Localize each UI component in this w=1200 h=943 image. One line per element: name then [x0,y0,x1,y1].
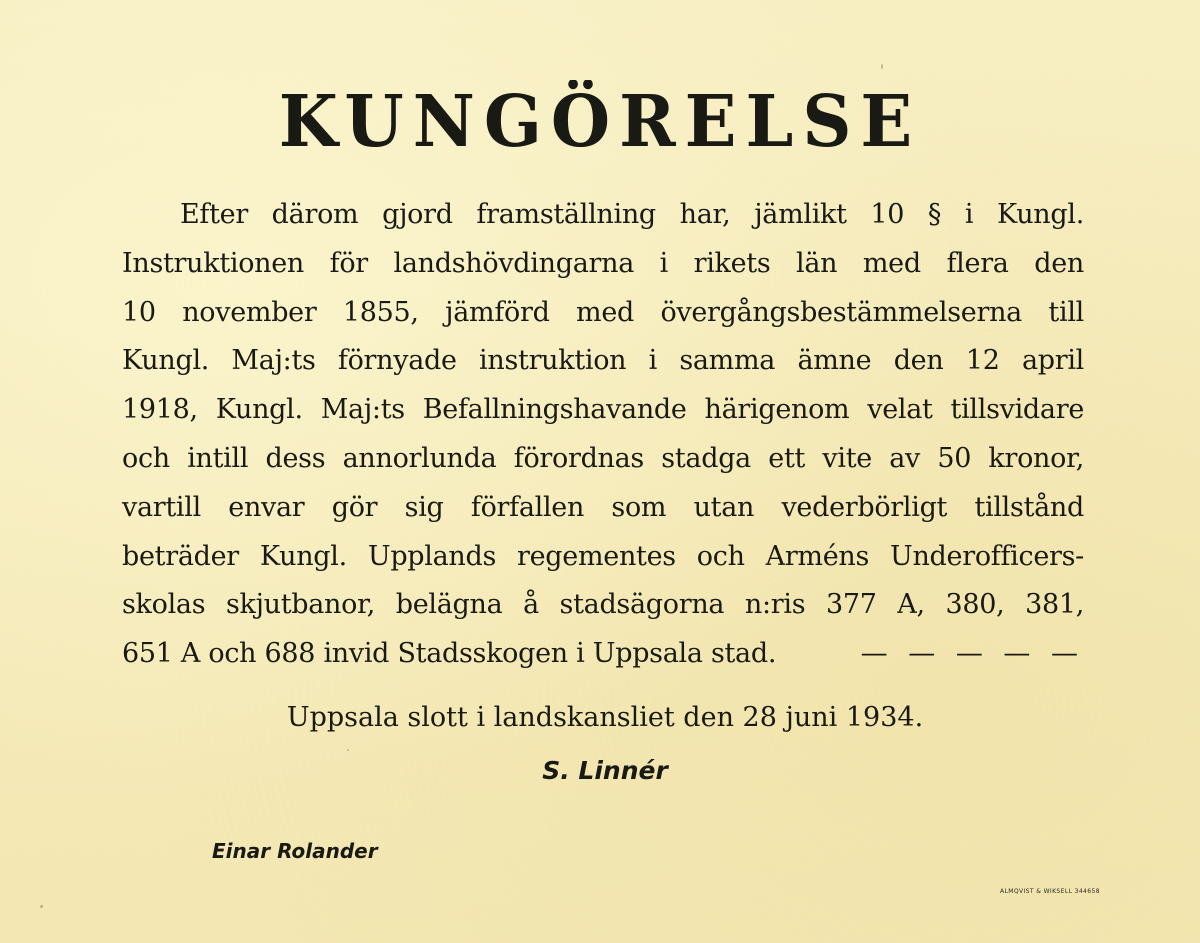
paper-speck [40,905,43,908]
paper-speck [881,64,883,69]
paper-speck [347,749,349,751]
body-line-7: vartill envar gör sig förfallen som utan vederbörligt tillstånd [122,491,1084,523]
body-line-1: Efter därom gjord framställning har, jämlikt 10 § i Kungl. [180,199,1084,230]
countersignature: Einar Rolander [212,839,378,863]
body-line-4: Kungl. Maj:ts förnyade instruktion i samma ämne den 12 april [122,345,1084,377]
notice-body [122,191,1084,679]
body-line-8: beträder Kungl. Upplands regementes och Arméns Underofficers- [122,540,1084,572]
signature: S. Linnér [542,756,668,785]
notice-title: KUNGÖRELSE [278,80,922,164]
printer-mark: ALMQVIST & WIKSELL 344658 [1000,888,1100,895]
body-line-6: och intill dess annorlunda förordnas stadga ett vite av 50 kronor, [122,442,1084,474]
body-line-10: 651 A och 688 invid Stadsskogen i Uppsala stad. [122,638,777,670]
body-line-3: 10 november 1855, jämförd med övergångsbestämmelserna till [122,296,1084,328]
closing-dashes: — — — — — [860,638,1084,670]
body-line-2: Instruktionen för landshövdingarna i rikets län med flera den [122,247,1084,279]
body-line-9: skolas skjutbanor, belägna å stadsägorna n:ris 377 A, 380, 381, [122,589,1084,621]
dateline: Uppsala slott i landskansliet den 28 juni 1934. [286,702,924,733]
body-line-5: 1918, Kungl. Maj:ts Befallningshavande härigenom velat tillsvidare [122,394,1084,426]
body-line-10-wrapper [122,630,1084,679]
